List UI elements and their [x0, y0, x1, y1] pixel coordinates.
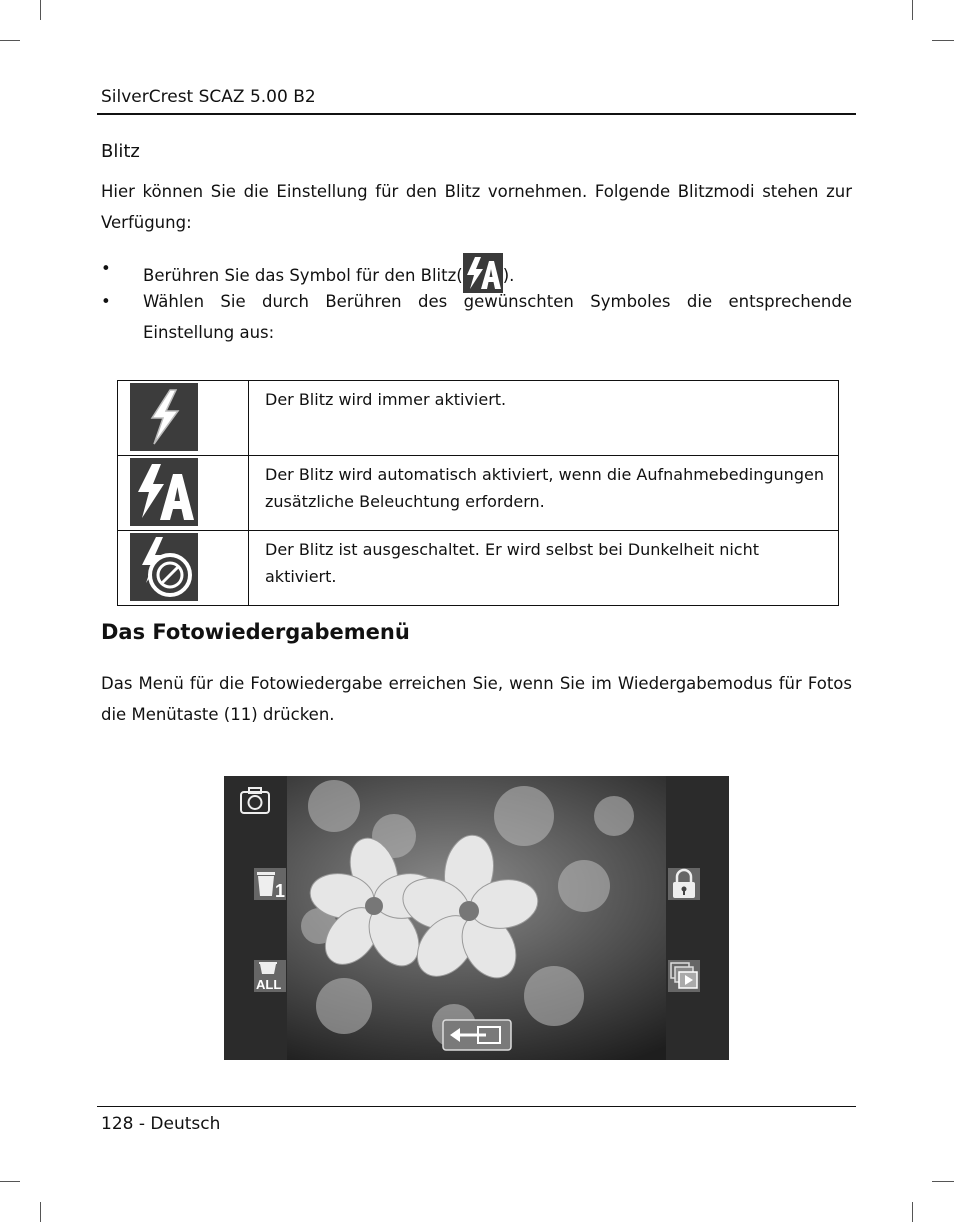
crop-mark	[912, 0, 913, 20]
section-title-blitz: Blitz	[101, 141, 140, 162]
flash-auto-icon	[130, 458, 198, 526]
bullet-item-2: Wählen Sie durch Berühren des gewünschten Symboles die entsprechende Einstellung aus:	[143, 292, 852, 342]
bullet-item-1-suffix: ).	[502, 266, 515, 285]
header-rule	[97, 113, 856, 115]
delete-one-label: 1	[275, 881, 286, 900]
flash-mode-description: Der Blitz wird immer aktiviert.	[249, 381, 839, 456]
flower-photo	[224, 776, 729, 1060]
playback-screen	[224, 776, 729, 1060]
right-sidebar	[666, 776, 729, 1060]
flash-icon-cell	[118, 381, 249, 456]
crop-mark	[0, 1181, 20, 1182]
flash-off-icon	[130, 533, 198, 601]
playback-intro: Das Menü für die Fotowiedergabe erreichen Sie, wenn Sie im Wiedergabemodus für Fotos die Menütaste (11) drücken.	[101, 674, 852, 724]
page-footer: 128 - Deutsch	[101, 1114, 221, 1134]
flash-icon-cell	[118, 531, 249, 606]
crop-mark	[40, 1202, 41, 1222]
bullet-marker: •	[101, 259, 111, 278]
crop-mark	[932, 1181, 954, 1182]
bullet-marker: •	[101, 292, 111, 311]
table-row	[118, 456, 839, 531]
flash-mode-description: Der Blitz wird automatisch aktiviert, wenn die Aufnahmebedingungen zusätzliche Beleuchtung erfordern.	[249, 456, 839, 531]
crop-mark	[40, 0, 41, 20]
back-icon[interactable]	[442, 1019, 512, 1051]
flash-mode-table	[117, 380, 839, 606]
blitz-intro: Hier können Sie die Einstellung für den Blitz vornehmen. Folgende Blitzmodi stehen zur Verfügung:	[101, 182, 852, 232]
footer-rule	[97, 1106, 856, 1107]
flash-icon-cell	[118, 456, 249, 531]
camera-icon[interactable]	[239, 784, 271, 816]
delete-all-label: ALL	[256, 977, 282, 992]
left-sidebar	[224, 776, 287, 1060]
lock-icon[interactable]	[668, 868, 700, 900]
flash-mode-description: Der Blitz ist ausgeschaltet. Er wird selbst bei Dunkelheit nicht aktiviert.	[249, 531, 839, 606]
flash-on-icon	[130, 383, 198, 451]
crop-mark	[0, 40, 20, 41]
crop-mark	[912, 1202, 913, 1222]
crop-mark	[932, 40, 954, 41]
delete-all-icon[interactable]	[254, 960, 286, 992]
table-row	[118, 531, 839, 606]
section-title-playback: Das Fotowiedergabemenü	[101, 620, 410, 644]
delete-one-icon[interactable]	[254, 868, 286, 900]
bullet-item-1-text: Berühren Sie das Symbol für den Blitz(	[143, 266, 463, 285]
header-title: SilverCrest SCAZ 5.00 B2	[101, 87, 316, 107]
table-row	[118, 381, 839, 456]
slideshow-icon[interactable]	[668, 960, 700, 992]
